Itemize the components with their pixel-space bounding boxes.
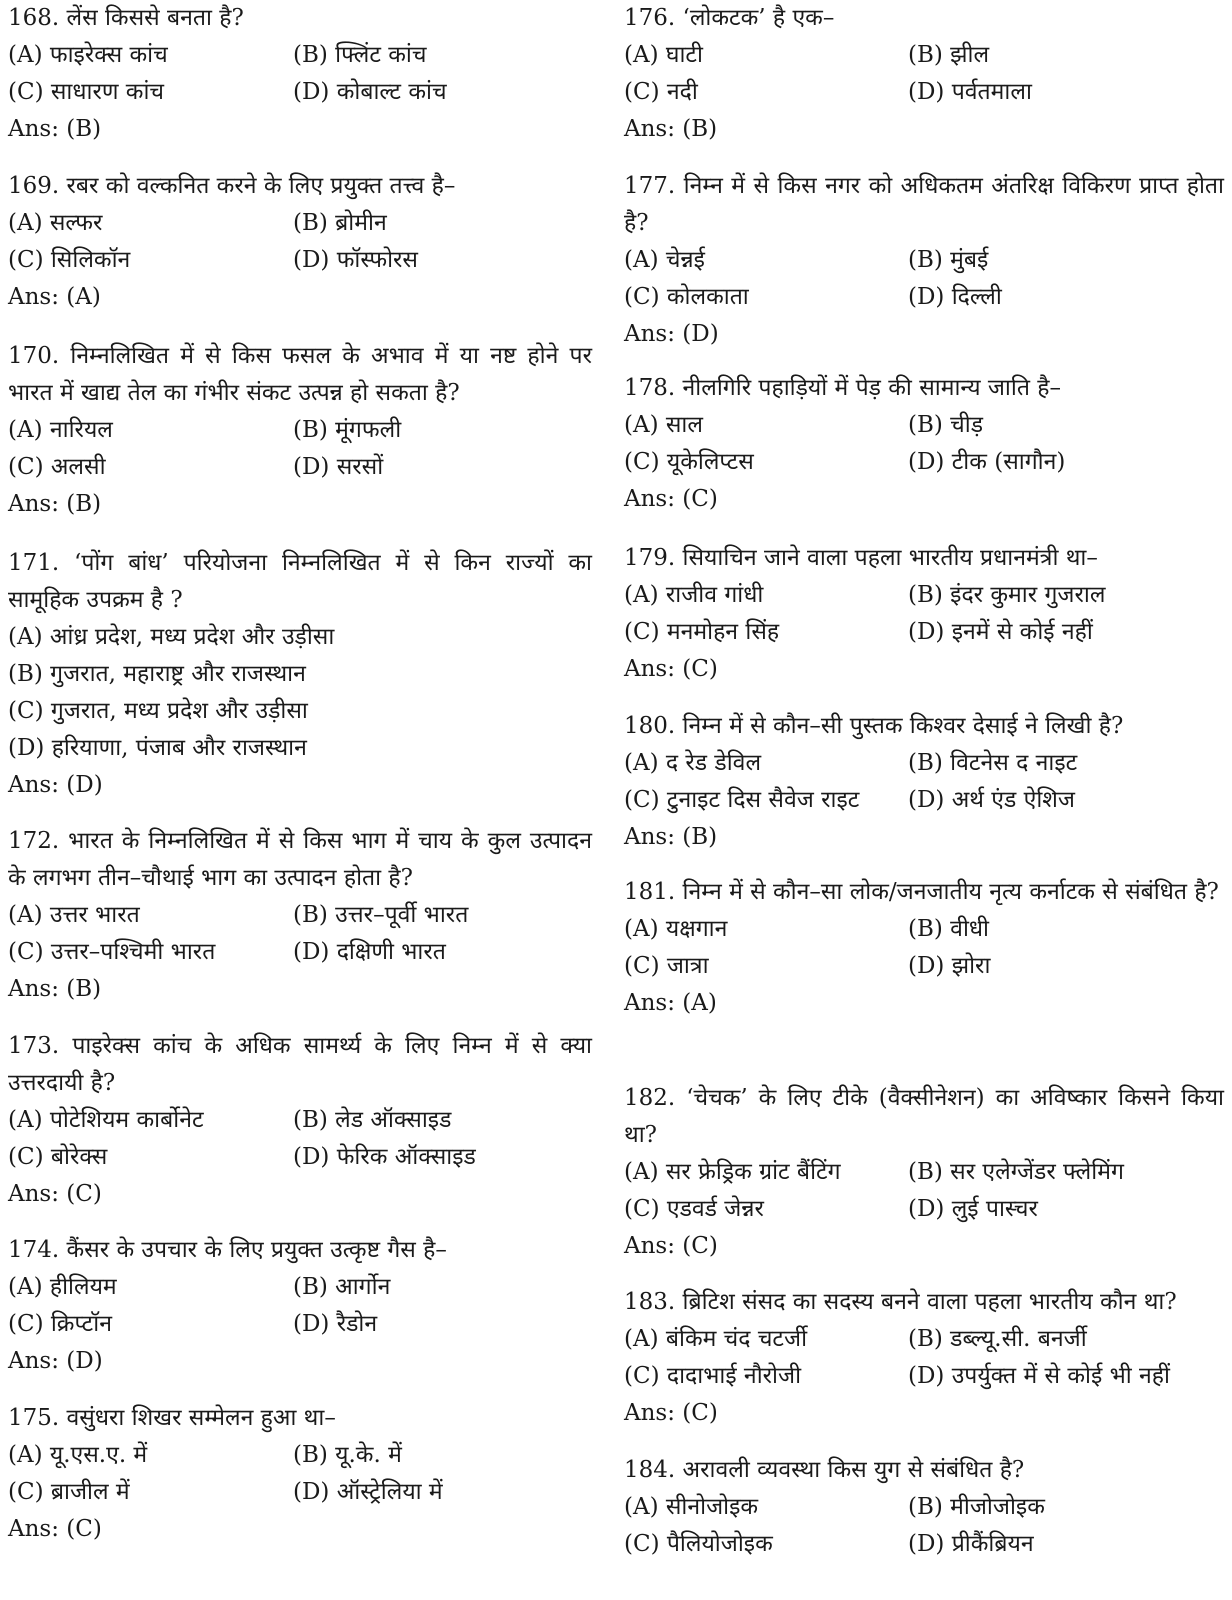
question-172	[8, 823, 592, 1008]
question-stem: 168. लेंस किससे बनता है?	[8, 5, 244, 31]
option-row	[624, 745, 1224, 782]
option-row	[8, 449, 592, 486]
option-row	[8, 37, 592, 74]
option-row	[624, 407, 1224, 444]
option-a: (A) बंकिम चंद चटर्जी	[624, 1326, 808, 1352]
question-stem: 180. निम्न में से कौन–सी पुस्तक किश्वर देसाई ने लिखी है?	[624, 713, 1124, 739]
option-d: (D) लुई पास्चर	[908, 1196, 1038, 1222]
option-d: (D) हरियाणा, पंजाब और राजस्थान	[8, 735, 307, 761]
option-a: (A) द रेड डेविल	[624, 750, 762, 776]
question-stem: 184. अरावली व्यवस्था किस युग से संबंधित है?	[624, 1457, 1025, 1483]
answer: Ans: (C)	[8, 1516, 102, 1542]
question-stem: 177. निम्न में से किस नगर को अधिकतम अंतरिक्ष विकिरण प्राप्त होता है?	[624, 173, 1224, 236]
option-a: (A) सीनोजोइक	[624, 1494, 759, 1520]
option-b: (B) इंदर कुमार गुजराल	[908, 582, 1106, 608]
option-row	[8, 1139, 592, 1176]
answer: Ans: (C)	[8, 1181, 102, 1207]
question-stem: 179. सियाचिन जाने वाला पहला भारतीय प्रधानमंत्री था–	[624, 545, 1098, 571]
option-c: (C) अलसी	[8, 454, 106, 480]
option-d: (D) दिल्ली	[908, 284, 1002, 310]
question-181	[624, 874, 1224, 1022]
option-c: (C) गुजरात, मध्य प्रदेश और उड़ीसा	[8, 698, 308, 724]
option-b: (B) गुजरात, महाराष्ट्र और राजस्थान	[8, 661, 306, 687]
option-c: (C) यूकेलिप्टस	[624, 449, 754, 475]
option-a: (A) नारियल	[8, 417, 113, 443]
question-175	[8, 1400, 592, 1548]
option-row	[624, 577, 1224, 614]
option-a: (A) चेन्नई	[624, 247, 705, 273]
question-stem: 175. वसुंधरा शिखर सम्मेलन हुआ था–	[8, 1405, 336, 1431]
option-row	[8, 1474, 592, 1511]
answer: Ans: (C)	[624, 1400, 718, 1426]
option-d: (D) इनमें से कोई नहीं	[908, 619, 1093, 645]
question-178	[624, 370, 1224, 518]
option-b: (B) चीड़	[908, 412, 984, 438]
option-row	[624, 614, 1224, 651]
option-row	[624, 1191, 1224, 1228]
question-180	[624, 708, 1224, 856]
option-a: (A) फाइरेक्स कांच	[8, 42, 168, 68]
question-stem: 174. कैंसर के उपचार के लिए प्रयुक्त उत्कृष्ट गैस है–	[8, 1237, 447, 1263]
option-row	[8, 934, 592, 971]
option-row	[624, 1358, 1224, 1395]
option-row	[8, 205, 592, 242]
option-c: (C) साधारण कांच	[8, 79, 165, 105]
option-c: (C) दादाभाई नौरोजी	[624, 1363, 802, 1389]
option-d: (D) फॉस्फोरस	[293, 247, 418, 273]
option-c: (C) पैलियोजोइक	[624, 1531, 773, 1557]
option-row	[624, 948, 1224, 985]
option-a: (A) सर फ्रेड्रिक ग्रांट बैंटिंग	[624, 1159, 841, 1185]
option-c: (C) ब्राजील में	[8, 1479, 130, 1505]
option-d: (D) टीक (सागौन)	[908, 449, 1066, 475]
option-row	[624, 444, 1224, 481]
answer: Ans: (C)	[624, 1233, 718, 1259]
option-a: (A) पोटेशियम कार्बोनेट	[8, 1107, 204, 1133]
answer: Ans: (C)	[624, 656, 718, 682]
option-row	[624, 1154, 1224, 1191]
option-a: (A) साल	[624, 412, 703, 438]
option-b: (B) झील	[908, 42, 990, 68]
option-row	[8, 412, 592, 449]
answer: Ans: (B)	[8, 976, 102, 1002]
answer: Ans: (D)	[624, 321, 719, 347]
question-stem: 173. पाइरेक्स कांच के अधिक सामर्थ्य के लिए निम्न में से क्या उत्तरदायी है?	[8, 1033, 592, 1096]
option-row	[624, 911, 1224, 948]
option-d: (D) कोबाल्ट कांच	[293, 79, 447, 105]
answer: Ans: (D)	[8, 1348, 103, 1374]
question-stem: 178. नीलगिरि पहाड़ियों में पेड़ की सामान्य जाति है–	[624, 375, 1061, 401]
option-c: (C) क्रिप्टॉन	[8, 1311, 112, 1337]
question-173	[8, 1028, 592, 1213]
option-row	[8, 242, 592, 279]
option-d: (D) उपर्युक्त में से कोई भी नहीं	[908, 1363, 1170, 1389]
answer: Ans: (B)	[624, 116, 718, 142]
option-c: (C) टुनाइट दिस सैवेज राइट	[624, 787, 860, 813]
option-row	[624, 1489, 1224, 1526]
option-b: (B) ब्रोमीन	[293, 210, 387, 236]
answer: Ans: (A)	[8, 284, 101, 310]
option-b: (B) फ्लिंट कांच	[293, 42, 427, 68]
option-b: (B) सर एलेग्जेंडर फ्लेमिंग	[908, 1159, 1124, 1185]
question-stem: 170. निम्नलिखित में से किस फसल के अभाव में या नष्ट होने पर भारत में खाद्य तेल का गंभीर संकट उत्पन्न हो सकता है?	[8, 343, 592, 406]
option-b: (B) विटनेस द नाइट	[908, 750, 1078, 776]
option-a: (A) राजीव गांधी	[624, 582, 764, 608]
question-stem: 181. निम्न में से कौन–सा लोक/जनजातीय नृत्य कर्नाटक से संबंधित है?	[624, 879, 1219, 905]
option-c: (C) एडवर्ड जेन्नर	[624, 1196, 764, 1222]
option-a: (A) सल्फर	[8, 210, 103, 236]
option-c: (C) बोरेक्स	[8, 1144, 108, 1170]
question-177	[624, 168, 1224, 353]
question-179	[624, 540, 1224, 688]
question-183	[624, 1284, 1224, 1432]
option-b: (B) मीजोजोइक	[908, 1494, 1045, 1520]
option-row	[624, 782, 1224, 819]
option-c: (C) उत्तर–पश्चिमी भारत	[8, 939, 216, 965]
answer: Ans: (A)	[624, 990, 717, 1016]
option-row	[8, 1306, 592, 1343]
question-stem: 176. ‘लोकटक’ है एक–	[624, 5, 835, 31]
question-174	[8, 1232, 592, 1380]
option-b: (B) यू.के. में	[293, 1442, 402, 1468]
option-row	[8, 1269, 592, 1306]
question-stem: 169. रबर को वल्कनित करने के लिए प्रयुक्त तत्त्व है–	[8, 173, 456, 199]
option-b: (B) उत्तर–पूर्वी भारत	[293, 902, 469, 928]
option-a: (A) हीलियम	[8, 1274, 117, 1300]
option-row	[624, 37, 1224, 74]
option-b: (B) आर्गोन	[293, 1274, 391, 1300]
option-b: (B) डब्ल्यू.सी. बनर्जी	[908, 1326, 1087, 1352]
option-d: (D) फेरिक ऑक्साइड	[293, 1144, 476, 1170]
option-d: (D) प्रीकैंब्रियन	[908, 1531, 1034, 1557]
option-a: (A) यक्षगान	[624, 916, 728, 942]
option-c: (C) सिलिकॉन	[8, 247, 131, 273]
option-row	[624, 279, 1224, 316]
question-184	[624, 1452, 1224, 1563]
option-row	[8, 74, 592, 111]
answer: Ans: (B)	[8, 491, 102, 517]
option-b: (B) मूंगफली	[293, 417, 402, 443]
option-c: (C) जात्रा	[624, 953, 709, 979]
option-a: (A) यू.एस.ए. में	[8, 1442, 148, 1468]
option-a: (A) घाटी	[624, 42, 703, 68]
option-d: (D) ऑस्ट्रेलिया में	[293, 1479, 443, 1505]
option-row	[624, 1321, 1224, 1358]
option-row	[8, 1437, 592, 1474]
option-row	[624, 1526, 1224, 1563]
option-row	[624, 74, 1224, 111]
question-182	[624, 1080, 1224, 1265]
question-176	[624, 0, 1224, 148]
option-d: (D) अर्थ एंड ऐशिज	[908, 787, 1075, 813]
option-b: (B) मुंबई	[908, 247, 989, 273]
question-stem: 172. भारत के निम्नलिखित में से किस भाग में चाय के कुल उत्पादन के लगभग तीन–चौथाई भाग का उत्पादन होता है?	[8, 828, 592, 891]
option-c: (C) मनमोहन सिंह	[624, 619, 780, 645]
option-d: (D) सरसों	[293, 454, 384, 480]
option-b: (B) वीधी	[908, 916, 990, 942]
option-row	[624, 242, 1224, 279]
question-stem: 182. ‘चेचक’ के लिए टीके (वैक्सीनेशन) का अविष्कार किसने किया था?	[624, 1085, 1224, 1148]
answer: Ans: (C)	[624, 486, 718, 512]
option-d: (D) पर्वतमाला	[908, 79, 1032, 105]
question-169	[8, 168, 592, 316]
option-a: (A) आंध्र प्रदेश, मध्य प्रदेश और उड़ीसा	[8, 624, 335, 650]
question-stem: 183. ब्रिटिश संसद का सदस्य बनने वाला पहला भारतीय कौन था?	[624, 1289, 1177, 1315]
option-d: (D) रैडोन	[293, 1311, 378, 1337]
option-c: (C) कोलकाता	[624, 284, 749, 310]
option-d: (D) दक्षिणी भारत	[293, 939, 446, 965]
question-170	[8, 338, 592, 523]
option-d: (D) झोरा	[908, 953, 991, 979]
option-row	[8, 897, 592, 934]
question-stem: 171. ‘पोंग बांध’ परियोजना निम्नलिखित में से किन राज्यों का सामूहिक उपक्रम है ?	[8, 550, 592, 613]
answer: Ans: (B)	[624, 824, 718, 850]
question-171	[8, 545, 592, 804]
question-168	[8, 0, 592, 148]
option-row	[8, 1102, 592, 1139]
option-b: (B) लेड ऑक्साइड	[293, 1107, 452, 1133]
answer: Ans: (D)	[8, 772, 103, 798]
option-a: (A) उत्तर भारत	[8, 902, 140, 928]
option-c: (C) नदी	[624, 79, 698, 105]
answer: Ans: (B)	[8, 116, 102, 142]
